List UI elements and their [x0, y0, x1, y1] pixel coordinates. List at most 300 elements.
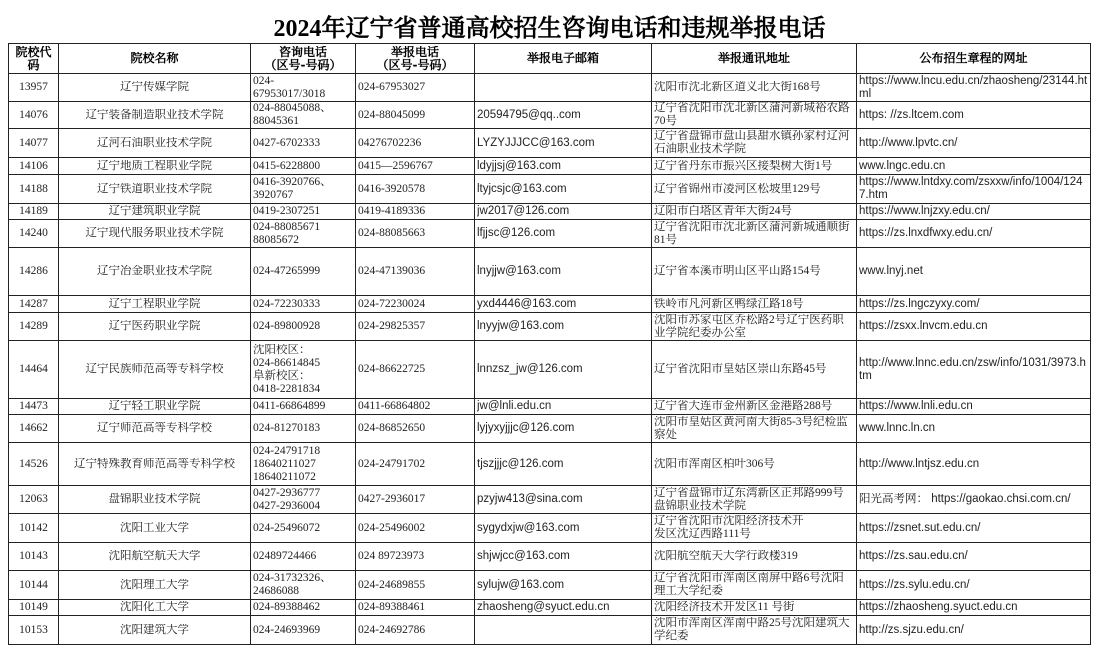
cell-report-phone-text: 024-29825357 — [358, 320, 426, 332]
cell-name-text: 辽宁铁道职业技术学院 — [97, 182, 212, 195]
cell-email-text[interactable]: pzyjw413@sina.com — [477, 493, 583, 505]
cell-address-text: 辽宁省大连市金州新区金港路288号 — [654, 400, 833, 412]
cell-email — [475, 129, 652, 158]
cell-name — [59, 616, 251, 645]
cell-code — [9, 415, 59, 443]
header-label: 举报电子邮箱 — [526, 52, 599, 65]
cell-name-text: 辽宁建筑职业学院 — [108, 205, 201, 217]
header-label: 院校代码 — [15, 45, 52, 72]
cell-report-phone — [356, 102, 475, 129]
cell-address-text: 沈阳市浑南区柏叶306号 — [654, 457, 775, 470]
header-label: 举报通讯地址 — [717, 52, 790, 65]
cell-consult-phone-text: 024-47265999 — [253, 265, 321, 277]
cell-report-phone — [356, 415, 475, 443]
cell-name — [59, 102, 251, 129]
cell-url-text[interactable]: https://zs.sau.edu.cn/ — [859, 550, 968, 562]
cell-address-text: 辽宁省盘锦市辽东湾新区正邦路999号盘锦职业技术学院 — [654, 486, 844, 512]
cell-email — [475, 600, 652, 616]
cell-code — [9, 341, 59, 399]
cell-url — [857, 616, 1091, 645]
cell-url — [857, 175, 1091, 204]
cell-code — [9, 204, 59, 220]
cell-url-text[interactable]: 阳光高考网： https://gaokao.chsi.com.cn/ — [859, 493, 1071, 505]
cell-email — [475, 341, 652, 399]
cell-code — [9, 399, 59, 415]
cell-email-text[interactable]: 20594795@qq..com — [477, 108, 581, 121]
cell-code-text: 14106 — [19, 159, 48, 172]
cell-report-phone-text: 024-88045099 — [358, 108, 426, 121]
cell-consult-phone — [251, 248, 356, 296]
cell-email — [475, 204, 652, 220]
cell-code-text: 10143 — [19, 550, 48, 562]
cell-code-text: 13957 — [19, 81, 48, 93]
cell-url-text[interactable]: https://zs.lngczyxy.com/ — [859, 297, 980, 310]
header-label: 公布招生章程的网址 — [919, 52, 1028, 65]
cell-email — [475, 514, 652, 543]
cell-url — [857, 399, 1091, 415]
cell-url — [857, 204, 1091, 220]
cell-report-phone — [356, 158, 475, 175]
cell-code — [9, 248, 59, 296]
header-report-address — [652, 44, 857, 74]
cell-name-text: 辽宁民族师范高等专科学校 — [85, 363, 224, 375]
cell-report-phone — [356, 543, 475, 571]
cell-name-text: 辽宁装备制造职业技术学院 — [85, 108, 224, 121]
cell-code — [9, 158, 59, 175]
cell-code — [9, 600, 59, 616]
cell-address-text: 辽宁省本溪市明山区平山路154号 — [654, 265, 821, 277]
table-row — [9, 571, 1091, 600]
cell-address-text: 沈阳航空航天大学行政楼319 — [654, 550, 798, 562]
cell-url-text[interactable]: http://www.lnnc.edu.cn/zsw/info/1031/3973.htm — [859, 356, 1086, 382]
cell-code — [9, 74, 59, 102]
table-row — [9, 74, 1091, 102]
cell-url-text[interactable]: https://www.lnjzxy.edu.cn/ — [859, 205, 990, 217]
cell-url-text[interactable]: www.lnyj.net — [859, 265, 923, 277]
cell-code-text: 14188 — [19, 182, 48, 195]
cell-name-text: 辽宁轻工职业学院 — [108, 400, 201, 412]
cell-consult-phone — [251, 158, 356, 175]
cell-email — [475, 399, 652, 415]
table-row — [9, 514, 1091, 543]
cell-email-text[interactable]: lfjjsc@126.com — [477, 227, 556, 239]
cell-address — [652, 204, 857, 220]
cell-code-text: 14189 — [19, 205, 48, 217]
cell-url — [857, 543, 1091, 571]
cell-email — [475, 102, 652, 129]
cell-address — [652, 220, 857, 248]
cell-report-phone-text: 04276702236 — [358, 136, 422, 149]
cell-address — [652, 415, 857, 443]
cell-report-phone — [356, 204, 475, 220]
cell-report-phone-text: 024-86622725 — [358, 363, 426, 375]
cell-consult-phone — [251, 415, 356, 443]
cell-email-text[interactable]: jw@lnli.edu.cn — [477, 400, 552, 412]
cell-address-text: 辽宁省沈阳市浑南区南屏中路6号沈阳理工大学纪委 — [654, 572, 844, 597]
cell-name — [59, 600, 251, 616]
cell-address-text: 沈阳经济技术开发区11 号街 — [654, 601, 795, 613]
cell-address — [652, 341, 857, 399]
cell-report-phone — [356, 248, 475, 296]
table-row — [9, 399, 1091, 415]
cell-consult-phone — [251, 443, 356, 486]
cell-code — [9, 514, 59, 543]
cell-code — [9, 571, 59, 600]
cell-email — [475, 443, 652, 486]
cell-consult-phone — [251, 129, 356, 158]
header-row — [9, 44, 1091, 74]
cell-name — [59, 74, 251, 102]
cell-address-text: 辽宁省盘锦市盘山县甜水镇孙家村辽河石油职业技术学院 — [654, 130, 850, 155]
cell-name-text: 盘锦职业技术学院 — [108, 493, 201, 505]
cell-name-text: 沈阳理工大学 — [120, 578, 189, 591]
cell-consult-phone-text: 0415-6228800 — [253, 159, 321, 172]
cell-name — [59, 571, 251, 600]
header-consult-phone — [251, 44, 356, 74]
cell-url-text[interactable]: https://zsnet.sut.edu.cn/ — [859, 521, 981, 534]
cell-report-phone — [356, 443, 475, 486]
cell-address — [652, 129, 857, 158]
cell-address — [652, 102, 857, 129]
cell-address-text: 辽宁省锦州市凌河区松坡里129号 — [654, 182, 821, 195]
cell-name-text: 沈阳工业大学 — [120, 521, 189, 534]
cell-email — [475, 175, 652, 204]
table-row — [9, 220, 1091, 248]
cell-email — [475, 158, 652, 175]
cell-name-text: 辽宁医药职业学院 — [108, 320, 201, 332]
cell-report-phone-text: 024-67953027 — [358, 81, 426, 93]
cell-code — [9, 543, 59, 571]
cell-report-phone — [356, 616, 475, 645]
cell-name — [59, 296, 251, 313]
cell-address-text: 铁岭市凡河新区鸭绿江路18号 — [654, 297, 804, 310]
cell-email — [475, 415, 652, 443]
cell-code-text: 14662 — [19, 422, 48, 434]
cell-consult-phone-text: 024-25496072 — [253, 521, 321, 534]
header-code — [9, 44, 59, 74]
cell-url-text[interactable]: https://www.lncu.edu.cn/zhaosheng/23144.html — [859, 74, 1088, 100]
cell-consult-phone-text: 02489724466 — [253, 550, 317, 562]
cell-report-phone-text: 024-72230024 — [358, 297, 426, 310]
cell-report-phone-text: 024-24692786 — [358, 623, 426, 636]
cell-url-text[interactable]: http://www.lpvtc.cn/ — [859, 136, 958, 149]
cell-url-text[interactable]: http://zs.sjzu.edu.cn/ — [859, 623, 964, 636]
cell-email-text[interactable]: yxd4446@163.com — [477, 297, 577, 310]
cell-email — [475, 296, 652, 313]
cell-code-text: 14464 — [19, 363, 48, 375]
cell-url-text[interactable]: https://zs.lnxdfwxy.edu.cn/ — [859, 227, 993, 239]
cell-email — [475, 616, 652, 645]
cell-code-text: 12063 — [19, 493, 48, 505]
cell-url-text[interactable]: http://www.lntjsz.edu.cn — [859, 457, 980, 470]
cell-url — [857, 600, 1091, 616]
cell-consult-phone-text: 024-88085671 88085672 — [253, 220, 321, 246]
header-report-email — [475, 44, 652, 74]
cell-address-text: 沈阳市沈北新区道义北大街168号 — [654, 81, 821, 93]
cell-email — [475, 313, 652, 341]
cell-email — [475, 74, 652, 102]
cell-consult-phone-text: 0427-6702333 — [253, 136, 321, 149]
cell-name-text: 辽宁师范高等专科学校 — [97, 422, 212, 434]
cell-name-text: 辽宁现代服务职业技术学院 — [85, 227, 224, 239]
cell-url-text[interactable]: https://zsxx.lnvcm.edu.cn — [859, 320, 988, 332]
cell-code — [9, 486, 59, 514]
cell-address — [652, 296, 857, 313]
cell-code-text: 14286 — [19, 265, 48, 277]
cell-consult-phone — [251, 74, 356, 102]
header-report-phone — [356, 44, 475, 74]
cell-email-text[interactable]: lnyyjw@163.com — [477, 320, 565, 332]
cell-report-phone-text: 0411-66864802 — [358, 400, 431, 412]
cell-name — [59, 129, 251, 158]
cell-name — [59, 399, 251, 415]
cell-url — [857, 74, 1091, 102]
cell-name-text: 辽宁特殊教育师范高等专科学校 — [74, 457, 235, 470]
cell-url-text[interactable]: https://zhaosheng.syuct.edu.cn — [859, 601, 1018, 613]
cell-report-phone — [356, 571, 475, 600]
cell-name — [59, 514, 251, 543]
cell-address-text: 辽宁省丹东市振兴区接梨树大街1号 — [654, 159, 833, 172]
cell-code — [9, 443, 59, 486]
cell-name — [59, 341, 251, 399]
cell-report-phone-text: 024-25496002 — [358, 521, 426, 534]
cell-url-text[interactable]: https: //zs.ltcem.com — [859, 108, 964, 121]
cell-url — [857, 102, 1091, 129]
cell-consult-phone — [251, 313, 356, 341]
cell-code — [9, 129, 59, 158]
cell-consult-phone — [251, 543, 356, 571]
cell-url — [857, 296, 1091, 313]
cell-email-text[interactable]: shjwjcc@163.com — [477, 550, 570, 562]
cell-report-phone-text: 024-47139036 — [358, 265, 426, 277]
cell-report-phone-text: 024-24791702 — [358, 457, 426, 470]
cell-address — [652, 543, 857, 571]
table-row — [9, 102, 1091, 129]
header-label: 咨询电话 （区号-号码） — [264, 45, 342, 72]
cell-name-text: 沈阳航空航天大学 — [108, 550, 201, 562]
cell-address — [652, 399, 857, 415]
cell-email — [475, 248, 652, 296]
table-row — [9, 296, 1091, 313]
cell-consult-phone-text: 024-72230333 — [253, 297, 321, 310]
cell-consult-phone-text: 0427-2936777 0427-2936004 — [253, 486, 321, 512]
cell-address-text: 辽宁省沈阳市沈北新区蒲河新城通顺街81号 — [654, 220, 850, 246]
cell-code — [9, 616, 59, 645]
cell-consult-phone — [251, 204, 356, 220]
cell-address — [652, 514, 857, 543]
cell-name — [59, 248, 251, 296]
cell-report-phone — [356, 220, 475, 248]
cell-email — [475, 543, 652, 571]
cell-address-text: 辽宁省沈阳市沈北新区蒲河新城裕农路70号 — [654, 102, 850, 127]
cell-consult-phone — [251, 600, 356, 616]
cell-report-phone — [356, 313, 475, 341]
cell-url — [857, 571, 1091, 600]
cell-address-text: 沈阳市浑南区浑南中路25号沈阳建筑大学纪委 — [654, 617, 850, 642]
cell-email — [475, 220, 652, 248]
cell-name-text: 沈阳建筑大学 — [120, 623, 189, 636]
cell-consult-phone-text: 沈阳校区： 024-86614845 阜新校区： 0418-2281834 — [253, 343, 321, 395]
cell-email-text[interactable]: tjszjjjc@126.com — [477, 457, 564, 470]
cell-code-text: 14077 — [19, 136, 48, 149]
cell-url — [857, 220, 1091, 248]
table-row — [9, 248, 1091, 296]
cell-name — [59, 443, 251, 486]
cell-name-text: 辽宁工程职业学院 — [108, 297, 201, 310]
cell-report-phone-text: 024-86852650 — [358, 422, 426, 434]
cell-consult-phone — [251, 102, 356, 129]
cell-email-text[interactable]: lnnzsz_jw@126.com — [477, 363, 583, 375]
cell-report-phone — [356, 399, 475, 415]
cell-code-text: 10144 — [19, 578, 48, 591]
cell-name — [59, 543, 251, 571]
cell-email-text[interactable]: zhaosheng@syuct.edu.cn — [477, 601, 610, 613]
cell-code-text: 14240 — [19, 227, 48, 239]
cell-name-text: 辽宁地质工程职业学院 — [97, 159, 212, 172]
cell-address-text: 沈阳市皇姑区黄河南大街85-3号纪检监察处 — [654, 415, 848, 441]
table-row — [9, 204, 1091, 220]
cell-report-phone — [356, 600, 475, 616]
cell-url — [857, 158, 1091, 175]
cell-consult-phone-text: 024-24693969 — [253, 623, 321, 636]
cell-consult-phone — [251, 486, 356, 514]
header-label: 院校名称 — [130, 52, 179, 65]
cell-consult-phone-text: 0419-2307251 — [253, 205, 321, 217]
cell-name-text: 沈阳化工大学 — [120, 601, 189, 613]
cell-address — [652, 571, 857, 600]
cell-code-text: 14287 — [19, 297, 48, 310]
table-row — [9, 443, 1091, 486]
cell-email-text[interactable]: ltyjcsjc@163.com — [477, 182, 567, 195]
cell-code — [9, 296, 59, 313]
cell-code-text: 14526 — [19, 457, 48, 470]
cell-address — [652, 175, 857, 204]
cell-address — [652, 486, 857, 514]
cell-report-phone — [356, 175, 475, 204]
cell-report-phone — [356, 296, 475, 313]
cell-report-phone-text: 024-24689855 — [358, 578, 426, 591]
cell-consult-phone-text: 024- 67953017/3018 — [253, 74, 326, 100]
cell-url-text[interactable]: https://www.lnli.edu.cn — [859, 400, 973, 412]
cell-report-phone — [356, 341, 475, 399]
cell-address — [652, 443, 857, 486]
table-row — [9, 158, 1091, 175]
cell-consult-phone-text: 0411-66864899 — [253, 400, 326, 412]
cell-name — [59, 486, 251, 514]
cell-code — [9, 313, 59, 341]
cell-url-text[interactable]: www.lnnc.ln.cn — [859, 422, 936, 434]
table-row — [9, 543, 1091, 571]
cell-name-text: 辽河石油职业技术学院 — [97, 136, 212, 149]
cell-report-phone — [356, 74, 475, 102]
cell-email-text[interactable]: sygydxjw@163.com — [477, 521, 580, 534]
cell-address — [652, 248, 857, 296]
cell-address-text: 辽阳市白塔区青年大街24号 — [654, 205, 792, 217]
cell-consult-phone — [251, 571, 356, 600]
cell-url-text[interactable]: https://zs.sylu.edu.cn/ — [859, 578, 970, 591]
cell-consult-phone-text: 0416-3920766、 3920767 — [253, 176, 332, 201]
cell-code-text: 14076 — [19, 108, 48, 121]
cell-consult-phone-text: 024-89800928 — [253, 320, 321, 332]
cell-report-phone — [356, 129, 475, 158]
cell-report-phone-text: 0427-2936017 — [358, 493, 426, 505]
cell-url-text[interactable]: www.lngc.edu.cn — [859, 159, 946, 172]
table-row — [9, 313, 1091, 341]
cell-code-text: 14473 — [19, 400, 48, 412]
cell-url — [857, 415, 1091, 443]
cell-email-text[interactable]: lyjyxyjjjc@126.com — [477, 422, 575, 434]
header-name — [59, 44, 251, 74]
cell-consult-phone-text: 024-88045088、 88045361 — [253, 102, 332, 127]
cell-consult-phone — [251, 514, 356, 543]
cell-code — [9, 220, 59, 248]
cell-name — [59, 158, 251, 175]
cell-report-phone-text: 024-88085663 — [358, 227, 426, 239]
table-row — [9, 341, 1091, 399]
header-label: 举报电话 （区号-号码） — [376, 45, 454, 72]
cell-consult-phone-text: 024-24791718 18640211027 18640211072 — [253, 444, 321, 483]
cell-email-text[interactable]: ldyjjsj@163.com — [477, 159, 561, 172]
cell-consult-phone — [251, 296, 356, 313]
cell-url — [857, 341, 1091, 399]
table-row — [9, 175, 1091, 204]
cell-address — [652, 313, 857, 341]
cell-address — [652, 600, 857, 616]
cell-report-phone-text: 024-89388461 — [358, 601, 426, 613]
cell-url — [857, 129, 1091, 158]
cell-email-text[interactable]: jw2017@126.com — [477, 205, 570, 217]
cell-name — [59, 204, 251, 220]
cell-report-phone — [356, 514, 475, 543]
cell-url — [857, 486, 1091, 514]
table-row — [9, 415, 1091, 443]
cell-address — [652, 74, 857, 102]
cell-consult-phone-text: 024-31732326、 24686088 — [253, 572, 332, 597]
cell-code-text: 14289 — [19, 320, 48, 332]
cell-address-text: 辽宁省沈阳市皇姑区崇山东路45号 — [654, 363, 827, 375]
cell-code — [9, 175, 59, 204]
cell-name-text: 辽宁传媒学院 — [120, 81, 189, 93]
cell-code-text: 10142 — [19, 521, 48, 534]
cell-email-text[interactable]: LYZYJJJCC@163.com — [477, 136, 595, 149]
cell-address-text: 辽宁省沈阳市沈阳经济技术开 发区沈辽西路111号 — [654, 515, 804, 540]
cell-consult-phone — [251, 616, 356, 645]
cell-report-phone-text: 0416-3920578 — [358, 182, 426, 195]
table-row — [9, 129, 1091, 158]
cell-name — [59, 415, 251, 443]
cell-code-text: 10153 — [19, 623, 48, 636]
cell-report-phone — [356, 486, 475, 514]
cell-name-text: 辽宁冶金职业技术学院 — [97, 265, 212, 277]
cell-name — [59, 313, 251, 341]
cell-url — [857, 313, 1091, 341]
cell-report-phone-text: 024 89723973 — [358, 550, 425, 562]
cell-email — [475, 571, 652, 600]
cell-url — [857, 248, 1091, 296]
cell-url-text[interactable]: https://www.lntdxy.com/zsxxw/info/1004/1247.htm — [859, 176, 1083, 201]
cell-consult-phone — [251, 175, 356, 204]
cell-code-text: 10149 — [19, 601, 48, 613]
table-row — [9, 600, 1091, 616]
cell-email-text[interactable]: lnyjjw@163.com — [477, 265, 561, 277]
cell-report-phone-text: 0415—2596767 — [358, 159, 433, 172]
cell-email-text[interactable]: sylujw@163.com — [477, 578, 565, 591]
cell-url — [857, 514, 1091, 543]
table-row — [9, 616, 1091, 645]
cell-address — [652, 616, 857, 645]
cell-url — [857, 443, 1091, 486]
cell-consult-phone — [251, 399, 356, 415]
